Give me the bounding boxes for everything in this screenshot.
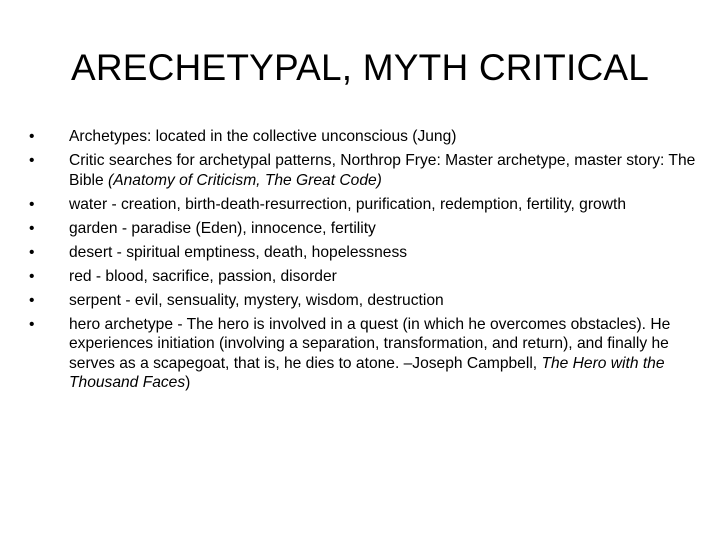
bullet-text: garden - paradise (Eden), innocence, fertility [69,219,376,237]
bullet-text: (involving a separation, transformation, and return), and finally he serves as a [69,335,669,372]
slide-title: ARECHETYPAL, MYTH CRITICAL [70,47,650,88]
bullet-text: (in which he overcomes obstacles). He experiences [69,315,671,352]
bullet-icon: • [29,128,35,145]
bullet-text: serpent - evil, sensuality, mystery, wisdom, destruction [69,291,444,309]
bullet-list [26,127,696,397]
bullet-text: water - creation, birth-death-resurrection, purification, redemption, fertility, growth [69,195,626,213]
keyword-initiation: initiation [157,335,215,352]
bullet-text: Archetypes: located in the collective unconscious (Jung) [69,128,457,145]
book-titles: (Anatomy of Criticism, The Great Code) [108,171,382,189]
bullet-icon: • [29,152,35,169]
bullet-item [26,315,696,393]
bullet-item [26,195,696,215]
bullet-item [26,127,696,147]
bullet-icon: • [29,195,35,213]
bullet-item [26,291,696,311]
bullet-text: , that is, he dies to atone. –Joseph Campbell, [225,354,542,372]
keyword-scapegoat: scapegoat [153,354,226,372]
book-title: The Hero with the Thousand Faces [69,354,665,391]
bullet-item [26,219,696,239]
bullet-item [26,151,696,190]
bullet-icon: • [29,267,35,285]
bullet-icon: • [29,315,35,333]
keyword-quest: quest [359,315,399,333]
bullet-text: ) [185,374,191,391]
bullet-item [26,267,696,287]
bullet-icon: • [29,291,35,309]
bullet-item [26,243,696,263]
bullet-icon: • [29,219,35,237]
bullet-text: red - blood, sacrifice, passion, disorder [69,267,337,285]
bullet-text: hero archetype - The hero is involved in a [69,315,360,333]
bullet-icon: • [29,243,35,261]
bullet-text: Critic searches for archetypal patterns, Northrop Frye: Master archetype, master story: The Bible [69,152,696,189]
bullet-text: desert - spiritual emptiness, death, hopelessness [69,243,408,261]
